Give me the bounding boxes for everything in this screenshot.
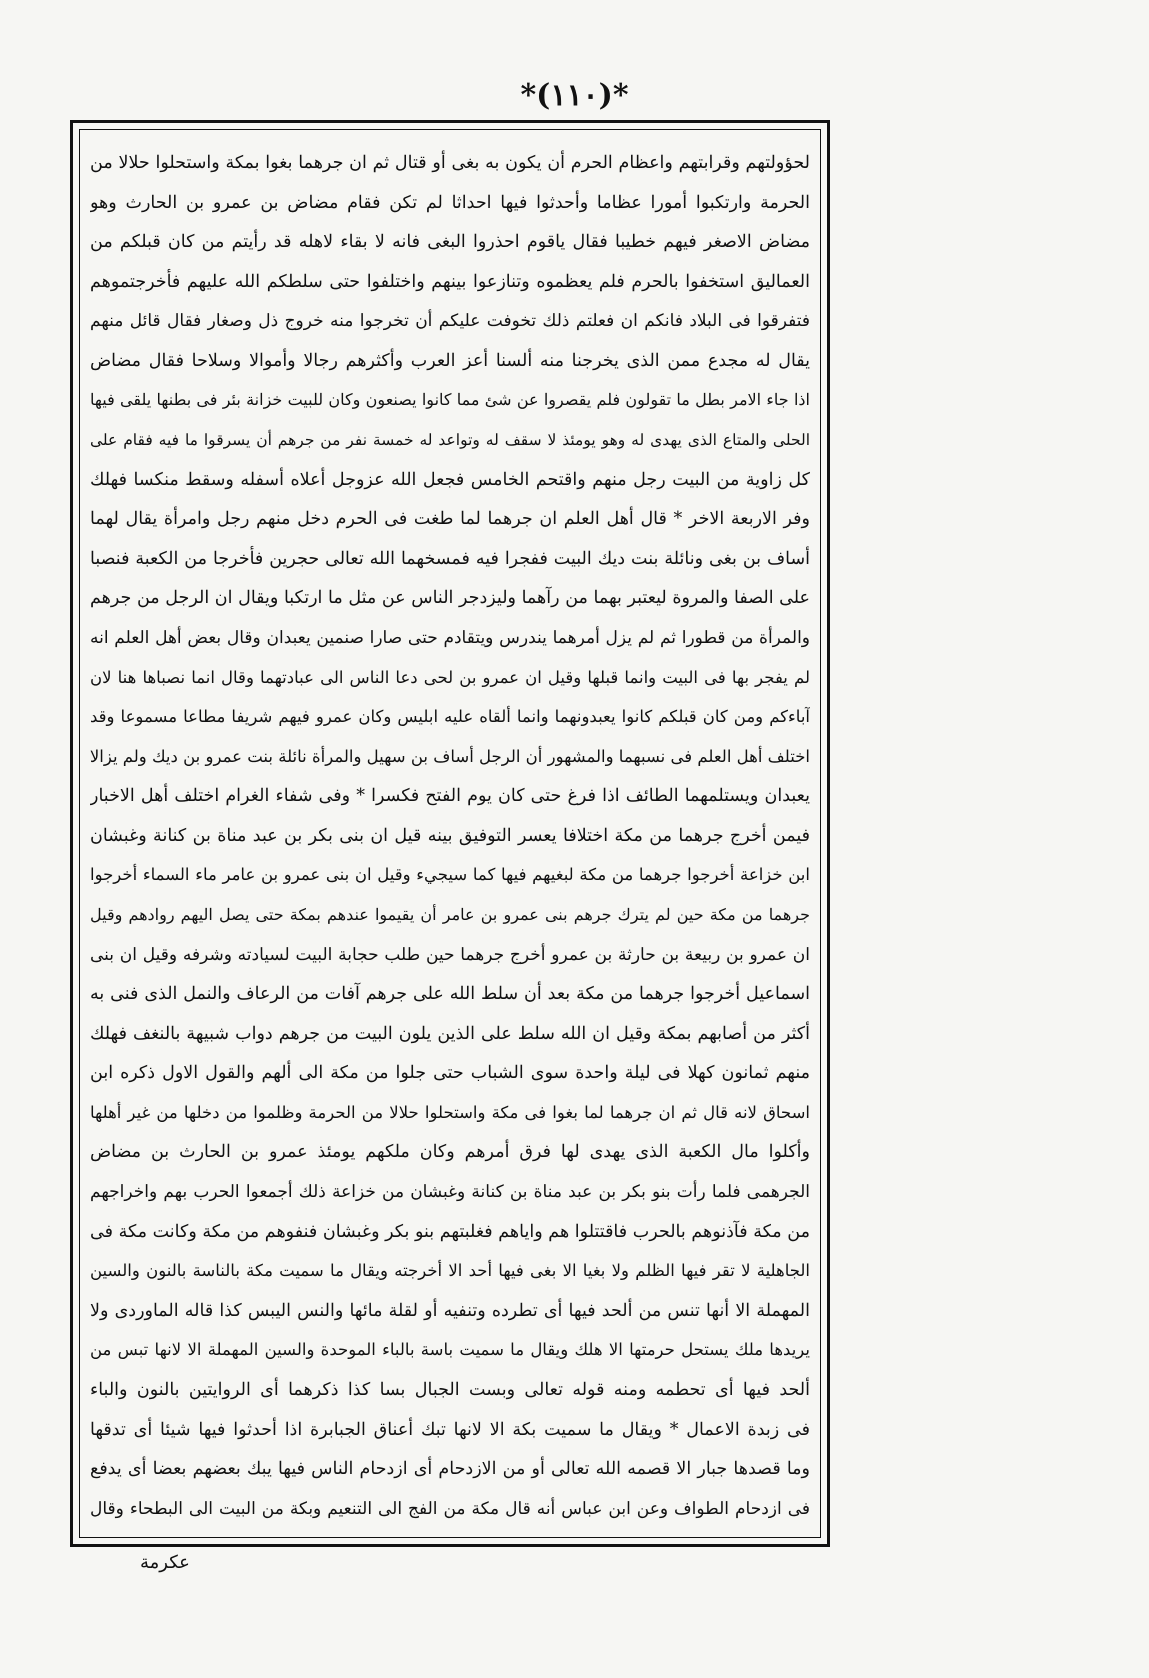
text-line: يقال له مجدع ممن الذى يخرجنا منه ألسنا أعز العرب وأكثرهم رجالا وأموالا وسلاحا فقال مضاض	[90, 350, 810, 371]
text-line: من مكة فآذنوهم بالحرب فاقتتلوا هم واياهم فغلبتهم بنو بكر وغبشان فنفوهم من مكة وكانت مكة فى	[90, 1221, 810, 1242]
text-line: وأكلوا مال الكعبة الذى يهدى لها فرق أمرهم وكان ملكهم يومئذ عمرو بن الحارث بن مضاض	[90, 1142, 810, 1163]
text-line: العماليق استخفوا بالحرم فلم يعظموه وتنازعوا بينهم واختلفوا حتى سلطكم الله عليهم فأخرجتموهم	[90, 271, 810, 292]
text-line: فيمن أخرج جرهما من مكة اختلافا يعسر التوفيق بينه قيل ان بنى بكر بن عبد مناة بن كنانة وغبشان	[90, 825, 810, 846]
text-line: يريدها ملك يستحل حرمتها الا هلك ويقال ما سميت باسة بالباء الموحدة والسين المهملة الا لانها تبس من	[90, 1340, 810, 1360]
text-line: ان عمرو بن ربيعة بن حارثة بن عمرو أخرج جرهما حين طلب حجابة البيت لسيادته وشرفه وقيل ان بنى	[90, 944, 810, 965]
text-line: وما قصدها جبار الا قصمه الله تعالى أو من الازدحام أى ازدحام الناس فيها يبك بعضهم بعضا أى يدفع	[90, 1459, 810, 1480]
text-line: مضاض الاصغر فيهم خطيبا فقال ياقوم احذروا البغى فانه لا بقاء لاهله قد رأيتم من كان قبلكم من	[90, 232, 810, 253]
text-line: اذا جاء الامر بطل ما تقولون فلم يقصروا عن شئ مما كانوا يصنعون وكان للبيت خزانة بئر فى بطنها يلقى فيها	[90, 390, 810, 410]
text-line: اختلف أهل العلم فى نسبهما والمشهور أن الرجل أساف بن سهيل والمرأة نائلة بنت عمرو بن ديك ولم يزالا	[90, 746, 810, 766]
text-line: أكثر من أصابهم بمكة وقيل ان الله سلط على الذين يلون البيت من جرهم دواب شبيهة بالنغف فهلك	[90, 1023, 810, 1044]
text-line: على الصفا والمروة ليعتبر بهما من رآهما وليزدجر الناس عن مثل ما ارتكبا ويقال ان الرجل من جرهم	[90, 588, 810, 609]
text-line: فتفرقوا فى البلاد فانكم ان فعلتم ذلك تخوفت عليكم أن تخرجوا منه خروج ذل وصغار فقال قائل منهم	[90, 311, 810, 332]
page-number: *(١١٠)*	[520, 78, 629, 113]
text-line: ابن خزاعة أخرجوا جرهما من مكة لبغيهم فيها كما سيجيء وقيل ان بنى عمرو بن عامر ماء السماء أخرجوا	[90, 865, 810, 885]
text-line: يعبدان ويستلمهما الطائف اذا فرغ حتى كان يوم الفتح فكسرا * وفى شفاء الغرام اختلف أهل الاخبار	[90, 786, 810, 807]
text-line: الجاهلية لا تقر فيها الظلم ولا بغيا الا بغى فيها أحد الا أخرجته ويقال ما سميت مكة بالناسة بالنون والسين	[90, 1261, 810, 1281]
text-body	[90, 142, 810, 1527]
text-line: فى زبدة الاعمال * ويقال ما سميت بكة الا لانها تبك أعناق الجبابرة اذا أحدثوا فيها شيئا أى تدقها	[90, 1419, 810, 1440]
text-line: اسحاق لانه قال ثم ان جرهما لما بغوا فى مكة واستحلوا حلالا من الحرمة وظلموا من دخلها من غير أهلها	[90, 1102, 810, 1122]
text-line: الحرمة وارتكبوا أمورا عظاما وأحدثوا فيها احداثا لم تكن فقام مضاض بن عمرو بن الحارث وهو	[90, 192, 810, 213]
text-line: لحؤولتهم وقرابتهم واعظام الحرم أن يكون به بغى أو قتال ثم ان جرهما بغوا بمكة واستحلوا حلالا من	[90, 153, 810, 173]
page-frame	[70, 120, 830, 1547]
text-line: منهم ثمانون كهلا فى ليلة واحدة سوى الشباب حتى جلوا من مكة الى ألهم والقول الاول ذكره ابن	[90, 1063, 810, 1084]
text-line: ألحد فيها أى تحطمه ومنه قوله تعالى وبست الجبال بسا كذا ذكرهما أى الروايتين بالنون والباء	[90, 1379, 810, 1400]
text-line: فى ازدحام الطواف وعن ابن عباس أنه قال مكة من الفج الى التنعيم وبكة من البيت الى البطحاء وقال	[90, 1498, 810, 1519]
text-line: لم يفجر بها فى البيت وانما قبلها وقيل ان عمرو بن لحى دعا الناس الى عبادتهما وقال انما نصباها هنا لان	[90, 667, 810, 687]
text-line: أساف بن بغى ونائلة بنت ديك البيت ففجرا فيه فمسخهما الله تعالى حجرين فأخرجا من الكعبة فنصبا	[90, 548, 810, 569]
text-line: جرهما من مكة حين لم يترك جرهم بنى عمرو بن عامر أن يقيموا عندهم بمكة حتى يصل اليهم روادهم وقيل	[90, 904, 810, 924]
text-line: الجرهمى فلما رأت بنو بكر بن عبد مناة بن كنانة وغبشان من خزاعة ذلك أجمعوا الحرب بهم واخراجهم	[90, 1182, 810, 1203]
text-line: وفر الاربعة الاخر * قال أهل العلم ان جرهما لما طغت فى الحرم دخل منهم رجل وامرأة يقال لهما	[90, 509, 810, 530]
text-line: الحلى والمتاع الذى يهدى له وهو يومئذ لا سقف له وتواعد له خمسة نفر من جرهم أن يسرقوا ما فيه فقام على	[90, 431, 810, 450]
text-line: اسماعيل أخرجوا جرهما من مكة بعد أن سلط الله على جرهم آفات من الرعاف والنمل الذى فنى به	[90, 984, 810, 1005]
inner-frame	[79, 129, 821, 1538]
catchword: عكرمة	[140, 1552, 190, 1573]
text-line: والمرأة من قطورا ثم لم يزل أمرهما يندرس ويتقادم حتى صارا صنمين يعبدان وقال بعض أهل العلم انه	[90, 627, 810, 648]
text-line: آباءكم ومن كان قبلكم كانوا يعبدونهما وانما ألقاه عليه ابليس وكان عمرو فيهم شريفا مطاعا مسموعا وقد	[90, 707, 810, 727]
text-line: المهملة الا أنها تنس من ألحد فيها أى تطرده وتنفيه أو لقلة مائها والنس اليبس كذا قاله الماوردى ولا	[90, 1300, 810, 1321]
text-line: كل زاوية من البيت رجل منهم واقتحم الخامس فجعل الله عزوجل أعلاه أسفله وسقط منكسا فهلك	[90, 469, 810, 490]
